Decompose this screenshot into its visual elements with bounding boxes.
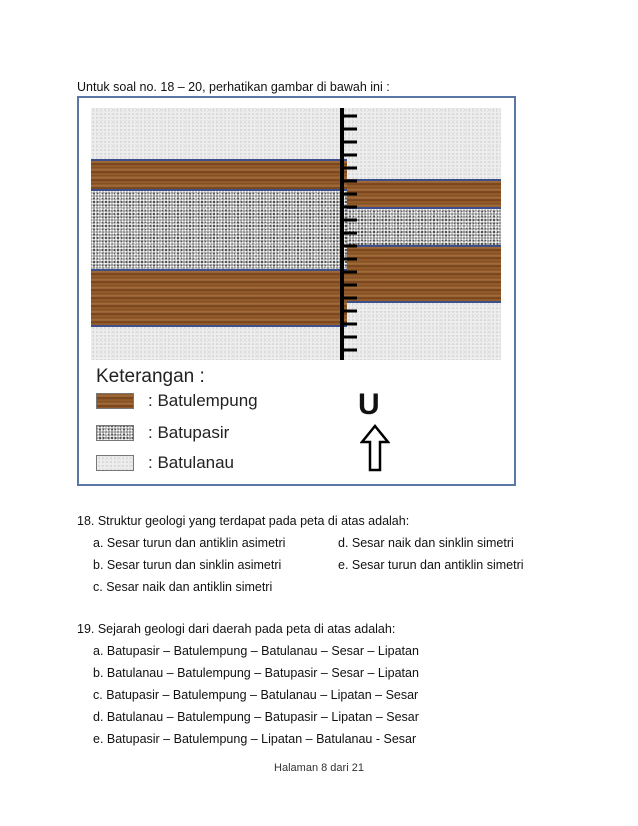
q19-option-e: e. Batupasir – Batulempung – Lipatan – Batulanau - Sesar [93, 732, 417, 746]
left-batupasir [91, 190, 347, 270]
legend-swatch-batulempung [96, 393, 134, 409]
left-boundary-1 [91, 159, 347, 161]
legend-swatch-batulanau [96, 455, 134, 471]
page-footer: Halaman 8 dari 21 [274, 762, 364, 774]
q19-option-a: a. Batupasir – Batulempung – Batulanau – Sesar – Lipatan [93, 644, 419, 658]
left-batulanau-bottom [91, 326, 347, 360]
q18-option-e: e. Sesar turun dan antiklin simetri [338, 558, 524, 572]
left-boundary-4 [91, 325, 347, 327]
right-batulanau-top [347, 108, 501, 180]
right-batupasir [347, 208, 501, 246]
q18-option-c: c. Sesar naik dan antiklin simetri [93, 580, 273, 594]
legend-title: Keterangan : [96, 366, 205, 387]
fault-line-symbol [336, 108, 358, 360]
right-batulanau-bottom [347, 302, 501, 360]
north-arrow-icon [360, 424, 390, 472]
q19-option-b: b. Batulanau – Batulempung – Batupasir – Sesar – Lipatan [93, 666, 419, 680]
right-boundary-4 [347, 301, 501, 303]
legend-label-batupasir: : Batupasir [148, 423, 230, 442]
legend-label-batulempung: : Batulempung [148, 391, 258, 410]
q19-option-d: d. Batulanau – Batulempung – Batupasir – Lipatan – Sesar [93, 710, 419, 724]
legend-label-batulanau: : Batulanau [148, 453, 235, 472]
right-boundary-3 [347, 245, 501, 247]
q18-option-b: b. Sesar turun dan sinklin asimetri [93, 558, 282, 572]
north-label: U [358, 388, 380, 421]
question-18-stem: 18. Struktur geologi yang terdapat pada peta di atas adalah: [77, 514, 410, 528]
geologic-map [91, 108, 501, 360]
q19-option-c: c. Batupasir – Batulempung – Batulanau – Lipatan – Sesar [93, 688, 419, 702]
legend-swatch-batupasir [96, 425, 134, 441]
right-boundary-2 [347, 207, 501, 209]
left-batulanau-top [91, 108, 347, 160]
right-boundary-1 [347, 179, 501, 181]
q18-option-a: a. Sesar turun dan antiklin asimetri [93, 536, 286, 550]
left-batulempung-lower [91, 270, 347, 326]
right-batulempung-upper [347, 180, 501, 208]
right-batulempung-lower [347, 246, 501, 302]
intro-text: Untuk soal no. 18 – 20, perhatikan gambar di bawah ini : [77, 80, 390, 94]
left-boundary-2 [91, 189, 347, 191]
left-boundary-3 [91, 269, 347, 271]
question-19-stem: 19. Sejarah geologi dari daerah pada peta di atas adalah: [77, 622, 396, 636]
q18-option-d: d. Sesar naik dan sinklin simetri [338, 536, 514, 550]
left-batulempung-upper [91, 160, 347, 190]
